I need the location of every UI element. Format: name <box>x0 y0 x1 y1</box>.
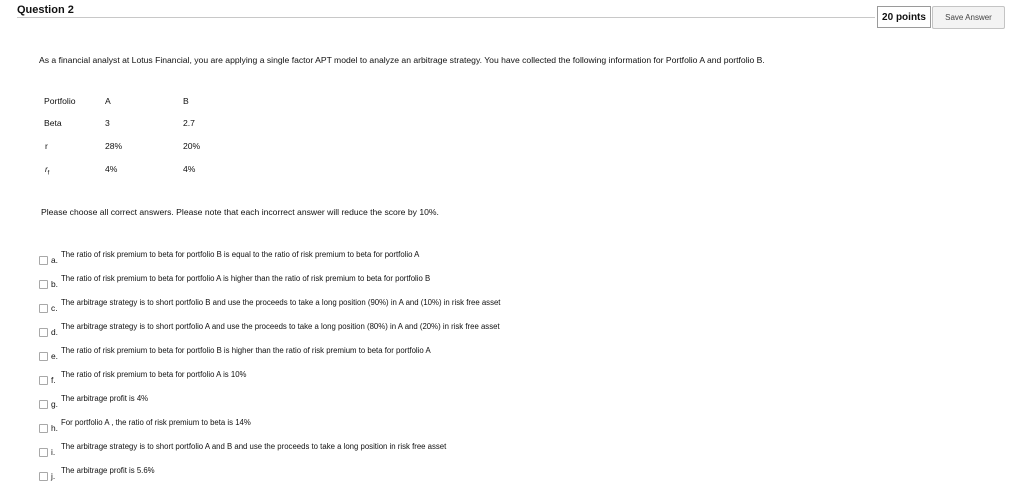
points-badge: 20 points <box>877 6 931 28</box>
option-h[interactable] <box>39 418 739 434</box>
option-letter: f. <box>51 375 56 385</box>
option-g[interactable] <box>39 394 739 410</box>
option-letter: h. <box>51 423 58 433</box>
option-text[interactable]: The ratio of risk premium to beta for portfolio B is higher than the ratio of risk premium to beta for portfolio A <box>61 346 431 355</box>
question-prompt: As a financial analyst at Lotus Financial, you are applying a single factor APT model to analyze an arbitrage strategy. You have collected the following information for Portfolio A and portfolio B. <box>39 55 765 65</box>
option-letter: c. <box>51 303 58 313</box>
table-cell-r-a: 28% <box>105 141 123 151</box>
checkbox[interactable] <box>39 352 48 361</box>
option-text[interactable]: The ratio of risk premium to beta for portfolio A is 10% <box>61 370 247 379</box>
checkbox[interactable] <box>39 256 48 265</box>
header-divider <box>17 17 875 18</box>
save-answer-button[interactable]: Save Answer <box>932 6 1005 29</box>
checkbox[interactable] <box>39 448 48 457</box>
option-text[interactable]: The ratio of risk premium to beta for portfolio A is higher than the ratio of risk premium to beta for portfolio B <box>61 274 431 283</box>
checkbox[interactable] <box>39 472 48 481</box>
option-c[interactable] <box>39 298 739 314</box>
option-letter: a. <box>51 255 58 265</box>
table-row-label-rf <box>45 164 49 177</box>
option-i[interactable] <box>39 442 739 458</box>
rf-subscript: f <box>47 170 50 177</box>
table-header-b: B <box>183 96 189 106</box>
question-title: Question 2 <box>17 4 74 16</box>
option-text[interactable]: The arbitrage strategy is to short portfolio A and B and use the proceeds to take a long position in risk free asset <box>61 442 447 451</box>
table-row-label-beta: Beta <box>44 118 62 128</box>
checkbox[interactable] <box>39 424 48 433</box>
option-j[interactable] <box>39 466 739 482</box>
option-letter: d. <box>51 327 58 337</box>
option-text[interactable]: For portfolio A , the ratio of risk premium to beta is 14% <box>61 418 251 427</box>
table-cell-r-b: 20% <box>183 141 201 151</box>
option-text[interactable]: The arbitrage profit is 4% <box>61 394 149 403</box>
option-letter: i. <box>51 447 56 457</box>
option-f[interactable] <box>39 370 739 386</box>
option-letter: b. <box>51 279 58 289</box>
option-letter: e. <box>51 351 58 361</box>
table-cell-beta-b: 2.7 <box>183 118 195 128</box>
table-cell-beta-a: 3 <box>105 118 110 128</box>
table-header-a: A <box>105 96 111 106</box>
option-b[interactable] <box>39 274 739 290</box>
checkbox[interactable] <box>39 400 48 409</box>
option-text[interactable]: The arbitrage strategy is to short portfolio A and use the proceeds to take a long position (80%) in A and (20%) in risk free asset <box>61 322 500 331</box>
option-text[interactable]: The arbitrage strategy is to short portfolio B and use the proceeds to take a long position (90%) in A and (10%) in risk free asset <box>61 298 501 307</box>
checkbox[interactable] <box>39 328 48 337</box>
table-cell-rf-a: 4% <box>105 164 118 174</box>
option-letter: j. <box>51 471 56 481</box>
checkbox[interactable] <box>39 376 48 385</box>
rf-symbol: r <box>45 165 48 174</box>
table-row-label-r: r <box>45 141 48 151</box>
checkbox[interactable] <box>39 280 48 289</box>
checkbox[interactable] <box>39 304 48 313</box>
option-e[interactable] <box>39 346 739 362</box>
table-cell-rf-b: 4% <box>183 164 196 174</box>
answer-instruction: Please choose all correct answers. Please note that each incorrect answer will reduce the score by 10%. <box>41 207 439 217</box>
option-text[interactable]: The arbitrage profit is 5.6% <box>61 466 155 475</box>
question-header <box>0 0 1024 34</box>
option-a[interactable] <box>39 250 739 266</box>
option-text[interactable]: The ratio of risk premium to beta for portfolio B is equal to the ratio of risk premium to beta for portfolio A <box>61 250 420 259</box>
option-d[interactable] <box>39 322 739 338</box>
option-letter: g. <box>51 399 58 409</box>
table-header-portfolio: Portfolio <box>44 96 76 106</box>
